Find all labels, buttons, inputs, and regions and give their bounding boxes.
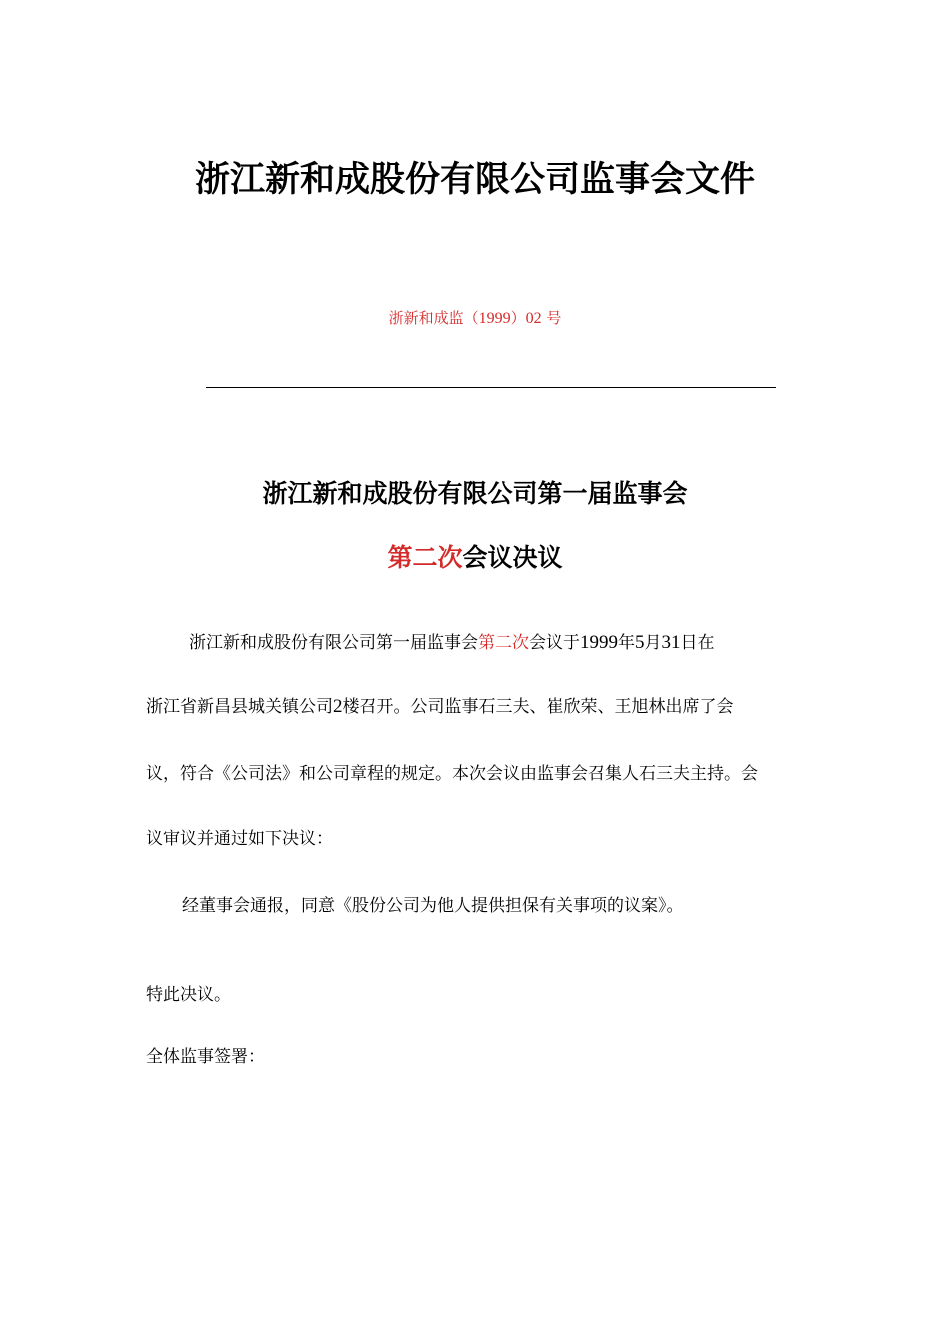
- p1-text: 浙江新和成股份有限公司第一届监事会: [189, 633, 478, 653]
- paragraph-1-line-1: [189, 628, 809, 658]
- doc-number-prefix: 浙新和成监（: [388, 309, 479, 327]
- p1-text: 楼召开。公司监事石三夫、崔欣荣、王旭林出席了会: [342, 697, 734, 717]
- document-number: [0, 306, 950, 331]
- p1-session-label: 第二次: [478, 633, 529, 653]
- p1-year: 1999: [580, 632, 618, 653]
- p1-text: 浙江省新昌县城关镇公司: [146, 697, 333, 717]
- paragraph-1-line-3: 议，符合《公司法》和公司章程的规定。本次会议由监事会召集人石三夫主持。会: [146, 764, 758, 784]
- paragraph-2: 经董事会通报，同意《股份公司为他人提供担保有关事项的议案》。: [182, 896, 684, 916]
- doc-number-num: 02: [525, 310, 542, 327]
- document-header-title: 浙江新和成股份有限公司监事会文件: [194, 159, 755, 200]
- p1-day: 31: [661, 632, 681, 653]
- p1-floor: 2: [333, 696, 343, 717]
- signature-label: 全体监事签署：: [146, 1047, 265, 1067]
- resolution-title-suffix: 会议决议: [462, 543, 563, 572]
- closing-statement: 特此决议。: [146, 985, 231, 1005]
- paragraph-1-line-2: [146, 692, 810, 722]
- resolution-title-line2: [0, 536, 950, 580]
- doc-number-year: 1999: [478, 310, 511, 327]
- p1-text: 日在: [680, 633, 715, 653]
- doc-number-suffix: 号: [541, 309, 562, 327]
- header-divider: [206, 387, 776, 388]
- resolution-title-line1: 浙江新和成股份有限公司第一届监事会: [262, 479, 688, 508]
- p1-month: 5: [635, 632, 645, 653]
- p1-text: 年: [618, 633, 635, 653]
- p1-text: 会议于: [529, 633, 580, 653]
- paragraph-1-line-4: 议审议并通过如下决议：: [146, 829, 333, 849]
- doc-number-mid: ）: [510, 309, 526, 327]
- resolution-session-label: 第二次: [387, 543, 463, 572]
- p1-text: 月: [644, 633, 662, 653]
